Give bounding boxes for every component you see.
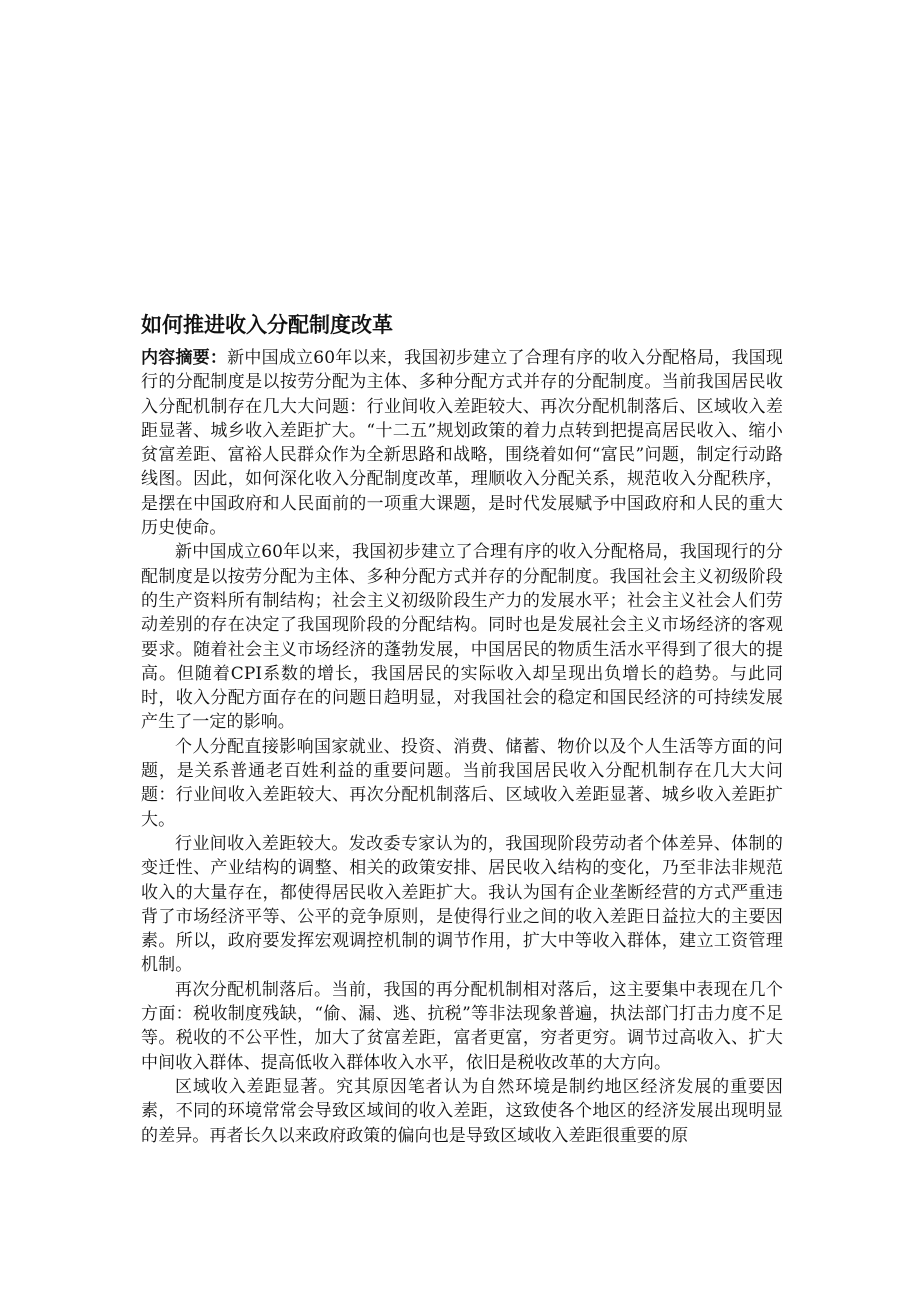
abstract-paragraph [141,346,783,540]
body-paragraph-3: 行业间收入差距较大。发改委专家认为的，我国现阶段劳动者个体差异、体制的变迁性、产业结构的调整、相关的政策安排、居民收入结构的变化，乃至非法非规范收入的大量存在，都使得居民收入差距扩大。我认为国有企业垄断经营的方式严重违背了市场经济平等、公平的竞争原则，是使得行业之间的收入差距日益拉大的主要因素。所以，政府要发挥宏观调控机制的调节作用，扩大中等收入群体，建立工资管理机制。 [141,833,783,976]
body-paragraph-4: 再次分配机制落后。当前，我国的再分配机制相对落后，这主要集中表现在几个方面：税收制度残缺，“偷、漏、逃、抗税”等非法现象普遍，执法部门打击力度不足等。税收的不公平性，加大了贫富差距，富者更富，穷者更穷。调节过高收入、扩大中间收入群体、提高低收入群体收入水平，依旧是税收改革的大方向。 [141,979,783,1073]
body-paragraph-2: 个人分配直接影响国家就业、投资、消费、储蓄、物价以及个人生活等方面的问题，是关系普通老百姓利益的重要问题。当前我国居民收入分配机制存在几大大问题：行业间收入差距较大、再次分配机制落后、区域收入差距显著、城乡收入差距扩大。 [141,736,783,830]
abstract-text: 新中国成立60年以来，我国初步建立了合理有序的收入分配格局，我国现行的分配制度是以按劳分配为主体、多种分配方式并存的分配制度。当前我国居民收入分配机制存在几大大问题：行业间收入差距较大、再次分配机制落后、区域收入差距显著、城乡收入差距扩大。“十二五”规划政策的着力点转到把提高居民收入、缩小贫富差距、富裕人民群众作为全新思路和战略，围绕着如何“富民”问题，制定行动路线图。因此，如何深化收入分配制度改革，理顺收入分配关系，规范收入分配秩序，是摆在中国政府和人民面前的一项重大课题，是时代发展赋予中国政府和人民的重大历史使命。 [141,348,783,539]
document-page [141,310,783,1148]
document-title: 如何推进收入分配制度改革 [141,313,393,337]
abstract-label: 内容摘要： [141,348,228,368]
body-paragraph-1: 新中国成立60年以来，我国初步建立了合理有序的收入分配格局，我国现行的分配制度是以按劳分配为主体、多种分配方式并存的分配制度。我国社会主义初级阶段的生产资料所有制结构；社会主义初级阶段生产力的发展水平；社会主义社会人们劳动差别的存在决定了我国现阶段的分配结构。同时也是发展社会主义市场经济的客观要求。随着社会主义市场经济的蓬勃发展，中国居民的物质生活水平得到了很大的提高。但随着CPI系数的增长，我国居民的实际收入却呈现出负增长的趋势。与此同时，收入分配方面存在的问题日趋明显，对我国社会的稳定和国民经济的可持续发展产生了一定的影响。 [141,542,783,733]
body-paragraph-5: 区域收入差距显著。究其原因笔者认为自然环境是制约地区经济发展的重要因素，不同的环境常常会导致区域间的收入差距，这致使各个地区的经济发展出现明显的差异。再者长久以来政府政策的偏向也是导致区域收入差距很重要的原 [141,1076,783,1146]
